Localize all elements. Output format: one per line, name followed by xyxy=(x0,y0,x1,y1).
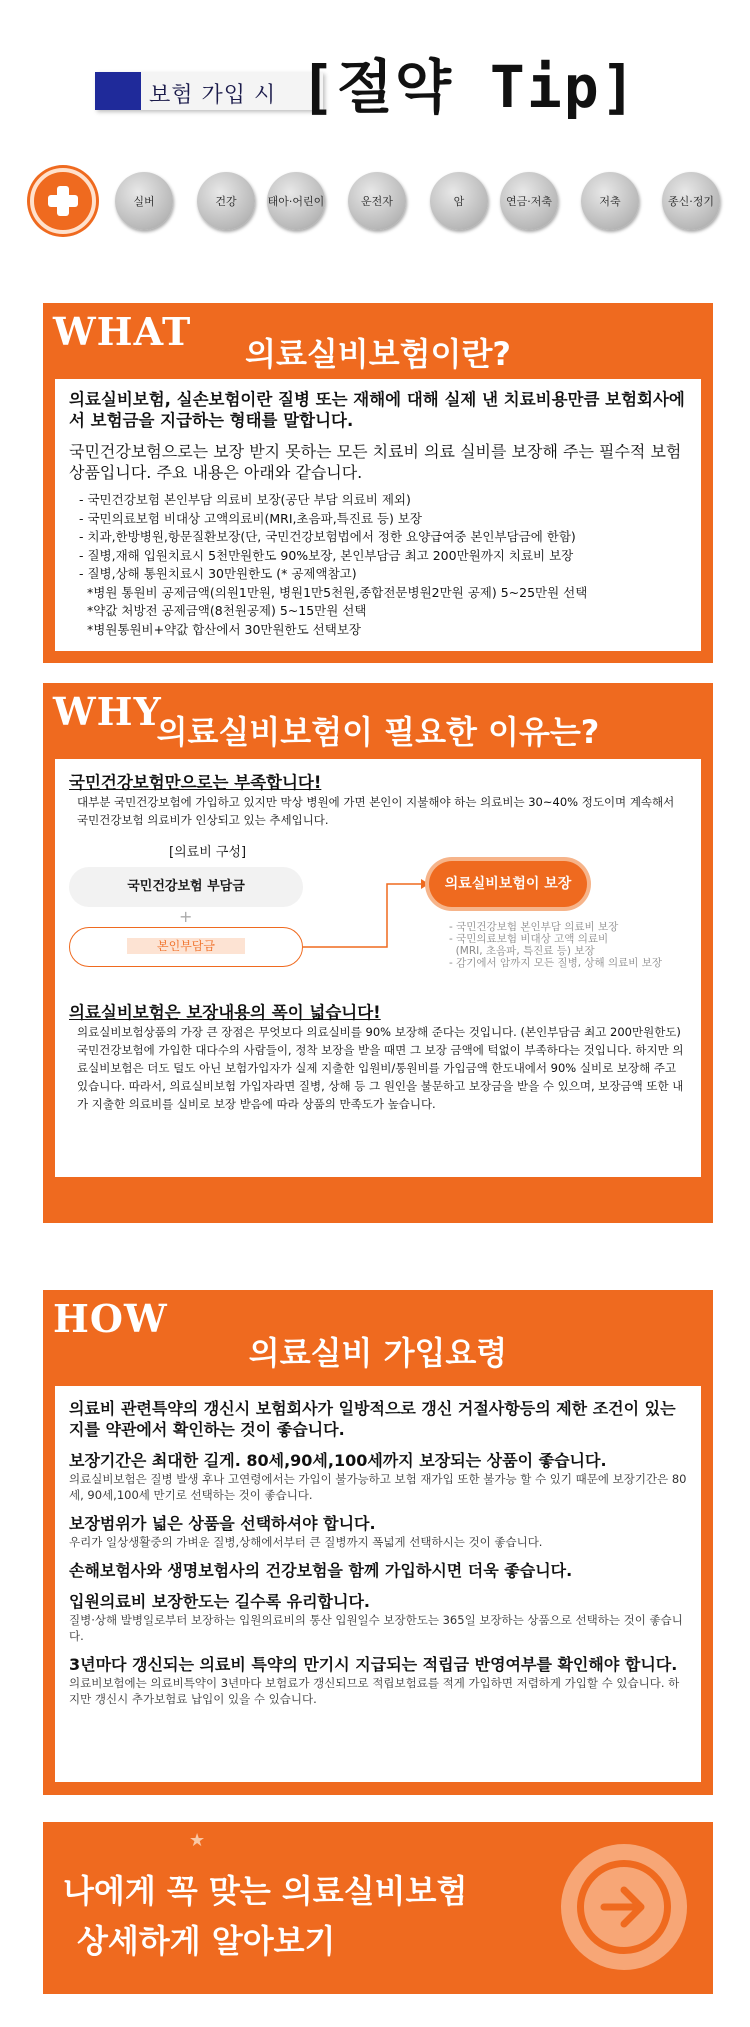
plus-icon: + xyxy=(179,907,193,926)
list-item: - 국민의료보험 비대상 고액 의료비 xyxy=(449,933,609,945)
why-section xyxy=(43,683,713,1223)
why-paragraph-2: 의료실비보험상품의 가장 큰 장점은 무엇보다 의료실비를 90% 보장해 준다는 것입니다. (본인부담금 최고 200만원한도) 국민건강보험에 가입한 대다수의 사람들이, 정착 보장을 받을 때면 그 보장 금액에 턱없이 부족하다는 것입니다. 하지만 의료실비보험은 더도 덜도 아닌 보험가입자가 실제 지출한 입원비/통원비를 가입금액 한도내에서 90% 실비로 보장해 주고 있습니다. 따라서, 의료실비보험 가입자라면 질병, 상해 등 그 원인을 불문하고 보장금을 받을 수 있으며, 보장금액 또한 내가 지출한 의료비를 실비로 보장 받음에 따라 상품의 만족도가 높습니다. xyxy=(77,1025,684,1111)
list-subitem: *병원 통원비 공제금액(의원1만원, 병원1만5천원,종합전문병원2만원 공제) 5~25만원 선택 xyxy=(87,584,588,600)
why-keyword: WHY xyxy=(53,689,162,734)
what-paragraph: 국민건강보험으로는 보장 받지 못하는 모든 치료비 의료 실비를 보장해 주는 필수적 보험상품입니다. 주요 내용은 아래와 같습니다. xyxy=(69,442,682,482)
header-tag-text: 보험 가입 시 xyxy=(149,83,277,108)
page-title: [절약 Tip] xyxy=(300,53,638,121)
what-content xyxy=(55,379,701,651)
cost-diagram xyxy=(69,841,687,991)
diagram-coverage-box: 의료실비보험이 보장 xyxy=(429,861,587,907)
list-item: - 질병,재해 입원치료시 5천만원한도 90%보장, 본인부담금 최고 200만원까지 치료비 보장 xyxy=(79,547,574,563)
cross-icon xyxy=(46,184,80,218)
tip-heading: 입원의료비 보장한도는 길수록 유리합니다. xyxy=(69,1592,370,1611)
diagram-nhi-box: 국민건강보험 부담금 xyxy=(69,867,303,907)
diagram-label: [의료비 구성] xyxy=(169,845,247,860)
cta-line-2: 상세하게 알아보기 xyxy=(77,1922,336,1960)
what-section xyxy=(43,303,713,663)
category-driver-button[interactable]: 운전자 xyxy=(348,172,406,230)
category-life-button[interactable]: 종신·정기 xyxy=(662,172,720,230)
list-subitem: *약값 처방전 공제금액(8천원공제) 5~15만원 선택 xyxy=(87,603,367,618)
what-title: 의료실비보험이란? xyxy=(245,335,511,373)
page-header xyxy=(0,0,750,150)
category-cancer-button[interactable]: 암 xyxy=(430,172,488,230)
tip-heading: 보장범위가 넓은 상품을 선택하셔야 합니다. xyxy=(69,1514,376,1533)
category-savings-button[interactable]: 저축 xyxy=(581,172,639,230)
what-list xyxy=(69,491,687,639)
diagram-copay-label: 본인부담금 xyxy=(127,938,245,954)
list-item: - 국민건강보험 본인부담 의료비 보장 xyxy=(449,921,619,933)
tip-heading: 보장기간은 최대한 길게. 80세,90세,100세까지 보장되는 상품이 좋습니다. xyxy=(69,1451,607,1470)
arrow-glyph xyxy=(594,1877,654,1937)
tip-text: 의료비보험에는 의료비특약이 3년마다 보험료가 갱신되므로 적립보험료를 적게 가입하면 저렴하게 가입할 수 있습니다. 하지만 갱신시 추가보험료 납입이 있을 수 있습니다. xyxy=(69,1676,680,1706)
tip-heading: 손해보험사와 생명보험사의 건강보험을 함께 가입하시면 더욱 좋습니다. xyxy=(69,1561,573,1580)
why-paragraph-1: 대부분 국민건강보험에 가입하고 있지만 막상 병원에 가면 본인이 지불해야 하는 의료비는 30~40% 정도이며 계속해서 국민건강보험 의료비가 인상되고 있는 추세입니다. xyxy=(77,795,675,827)
list-item: - 감기에서 암까지 모든 질병, 상해 의료비 보장 xyxy=(449,957,663,969)
header-tag xyxy=(95,72,323,110)
tip-text: 질병·상해 발병일로부터 보장하는 입원의료비의 통산 입원일수 보장한도는 365일 보장하는 상품으로 선택하는 것이 좋습니다. xyxy=(69,1613,683,1643)
arrow-right-icon[interactable] xyxy=(561,1844,687,1970)
arrow-ring xyxy=(577,1860,671,1954)
list-item: (MRI, 초음파, 특진료 등) 보장 xyxy=(449,945,595,957)
cta-line-1: 나에게 꼭 맞는 의료실비보험 xyxy=(63,1872,468,1910)
tip-heading: 3년마다 갱신되는 의료비 특약의 만기시 지급되는 적립금 반영여부를 확인해야 합니다. xyxy=(69,1655,678,1674)
what-lead: 의료실비보험, 실손보험이란 질병 또는 재해에 대해 실제 낸 치료비용만큼 보험회사에서 보험금을 지급하는 형태를 말합니다. xyxy=(69,390,685,430)
category-silver-button[interactable]: 실버 xyxy=(115,172,173,230)
category-home-button[interactable] xyxy=(30,168,96,234)
list-item: - 질병,상해 통원치료시 30만원한도 (* 공제액참고) xyxy=(79,566,357,581)
list-item: - 국민건강보험 본인부담 의료비 보장(공단 부담 의료비 제외) xyxy=(79,492,411,507)
list-subitem: *병원통원비+약값 합산에서 30만원한도 선택보장 xyxy=(87,621,361,637)
why-heading-1: 국민건강보험만으로는 부족합니다! xyxy=(69,773,322,792)
list-item: - 치과,한방병원,항문질환보장(단, 국민건강보험법에서 정한 요양급여중 본인부담금에 한함) xyxy=(79,529,576,544)
category-nav xyxy=(30,172,730,234)
tip-text: 의료실비보험은 질병 발생 후나 고연령에서는 가입이 불가능하고 보험 재가입 또한 불가능 할 수 있기 때문에 보장기간은 80세, 90세,100세 만기로 선택하는 것이 좋습니다. xyxy=(69,1472,687,1502)
category-child-button[interactable]: 태아·어린이 xyxy=(267,172,325,230)
how-content xyxy=(55,1386,701,1782)
why-content xyxy=(55,759,701,1177)
how-title: 의료실비 가입요령 xyxy=(248,1334,508,1372)
header-tag-swatch xyxy=(95,72,141,110)
why-title: 의료실비보험이 필요한 이유는? xyxy=(156,713,600,751)
diagram-list xyxy=(449,921,662,969)
why-heading-2: 의료실비보험은 보장내용의 폭이 넓습니다! xyxy=(69,1003,381,1022)
list-item: - 국민의료보험 비대상 고액의료비(MRI,초음파,특진료 등) 보장 xyxy=(79,510,422,526)
how-section xyxy=(43,1290,713,1795)
tip-heading: 의료비 관련특약의 갱신시 보험회사가 일방적으로 갱신 거절사항등의 제한 조건이 있는지를 약관에서 확인하는 것이 좋습니다. xyxy=(69,1399,676,1439)
diagram-copay-box xyxy=(69,927,303,967)
star-icon: ★ xyxy=(189,1830,206,1851)
how-keyword: HOW xyxy=(53,1296,168,1341)
details-cta-banner[interactable] xyxy=(43,1822,713,1994)
tip-text: 우리가 일상생활중의 가벼운 질병,상해에서부터 큰 질병까지 폭넓게 선택하시는 것이 좋습니다. xyxy=(69,1535,543,1549)
what-keyword: WHAT xyxy=(53,309,192,354)
category-health-button[interactable]: 건강 xyxy=(197,172,255,230)
category-pension-button[interactable]: 연금·저축 xyxy=(500,172,558,230)
